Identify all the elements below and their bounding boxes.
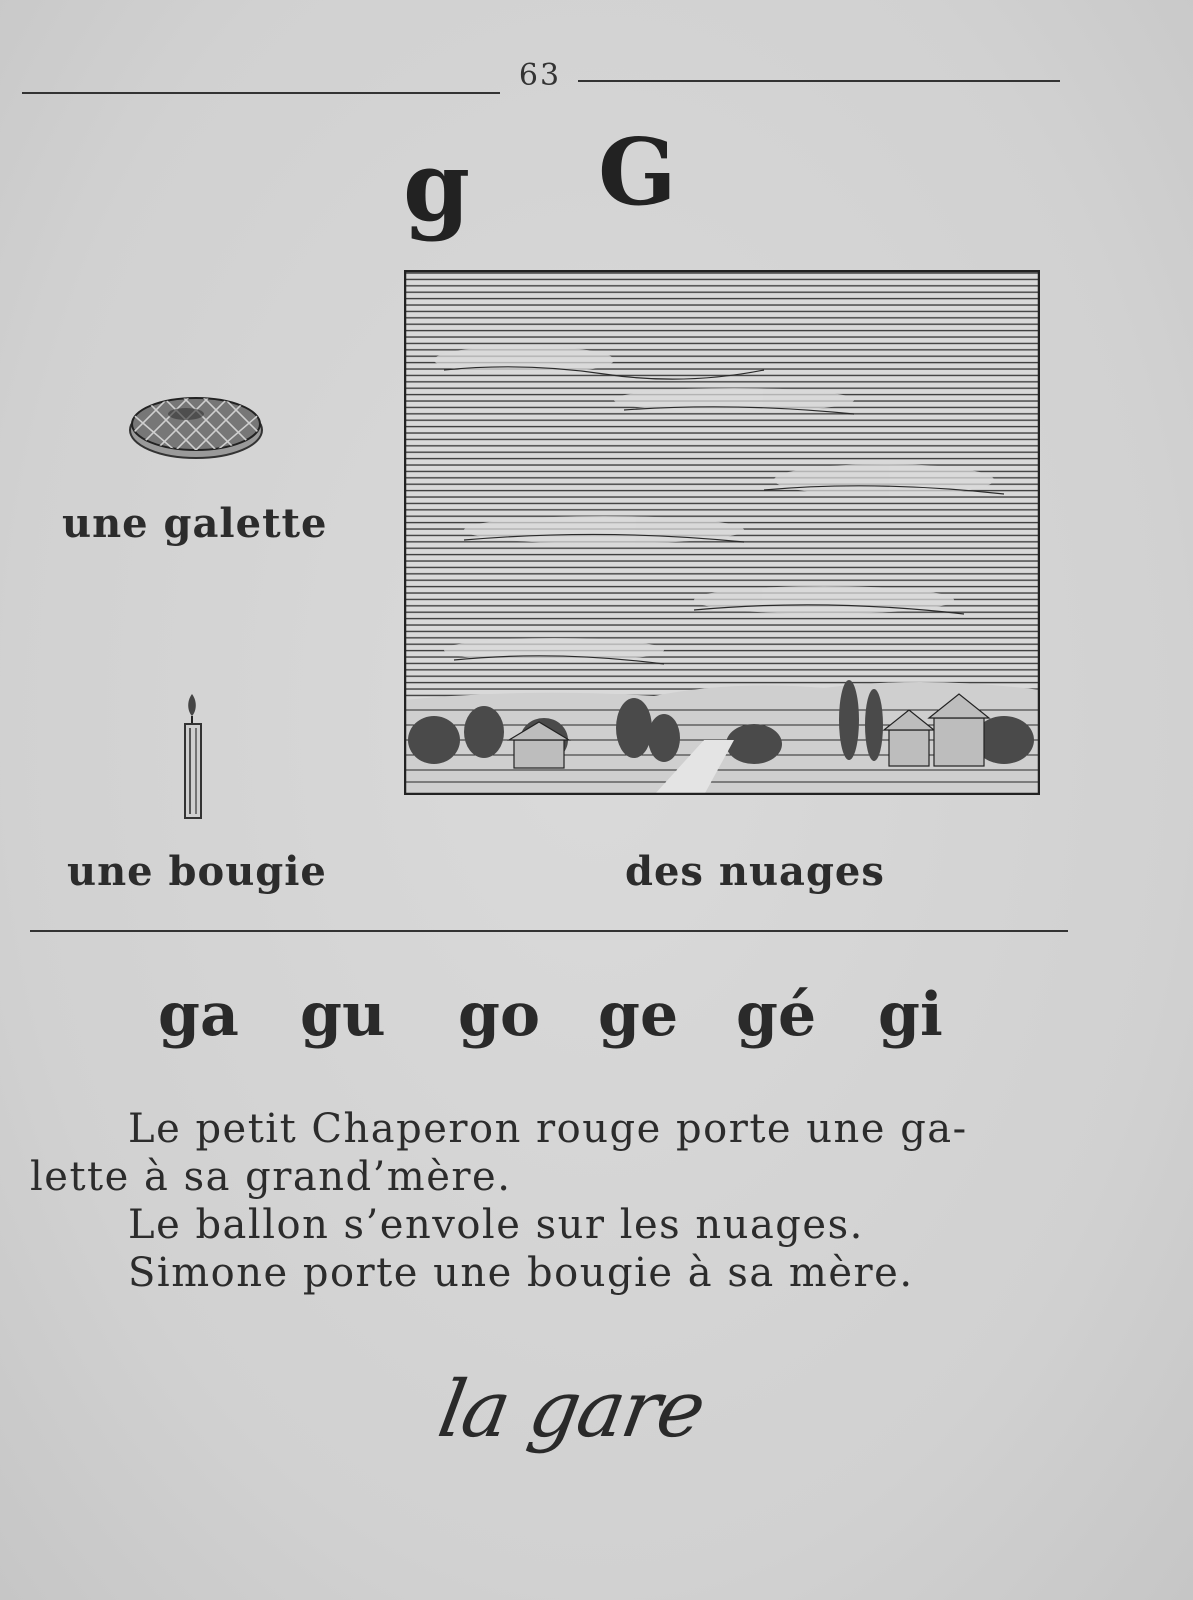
syllable-go: go — [458, 980, 540, 1050]
caption-bougie: une bougie — [67, 848, 327, 895]
galette-illustration — [126, 390, 266, 462]
syllable-ge-accent: gé — [736, 980, 817, 1050]
header-rule-left — [22, 92, 500, 94]
syllable-gu: gu — [300, 980, 386, 1050]
sentence-line: Le ballon s’envole sur les nuages. — [128, 1202, 864, 1248]
header-rule-right — [578, 80, 1060, 82]
page-number: 63 — [518, 58, 562, 93]
sentence-line: Le petit Chaperon rouge porte une ga- — [128, 1106, 968, 1152]
section-divider — [30, 930, 1068, 932]
lowercase-letter: g — [403, 130, 471, 243]
syllable-gi: gi — [878, 980, 943, 1050]
syllable-row — [0, 980, 1193, 1060]
uppercase-letter: G — [598, 118, 677, 226]
candle-illustration — [176, 692, 212, 820]
cursive-word: la gare — [432, 1365, 711, 1455]
syllable-ga: ga — [158, 980, 239, 1050]
clouds-landscape-engraving — [404, 270, 1040, 795]
sentence-line: lette à sa grand’mère. — [30, 1154, 512, 1200]
caption-galette: une galette — [62, 500, 328, 547]
syllable-ge: ge — [598, 980, 679, 1050]
reading-sentences — [30, 1105, 1160, 1297]
caption-nuages: des nuages — [625, 848, 885, 895]
sentence-line: Simone porte une bougie à sa mère. — [128, 1250, 914, 1296]
